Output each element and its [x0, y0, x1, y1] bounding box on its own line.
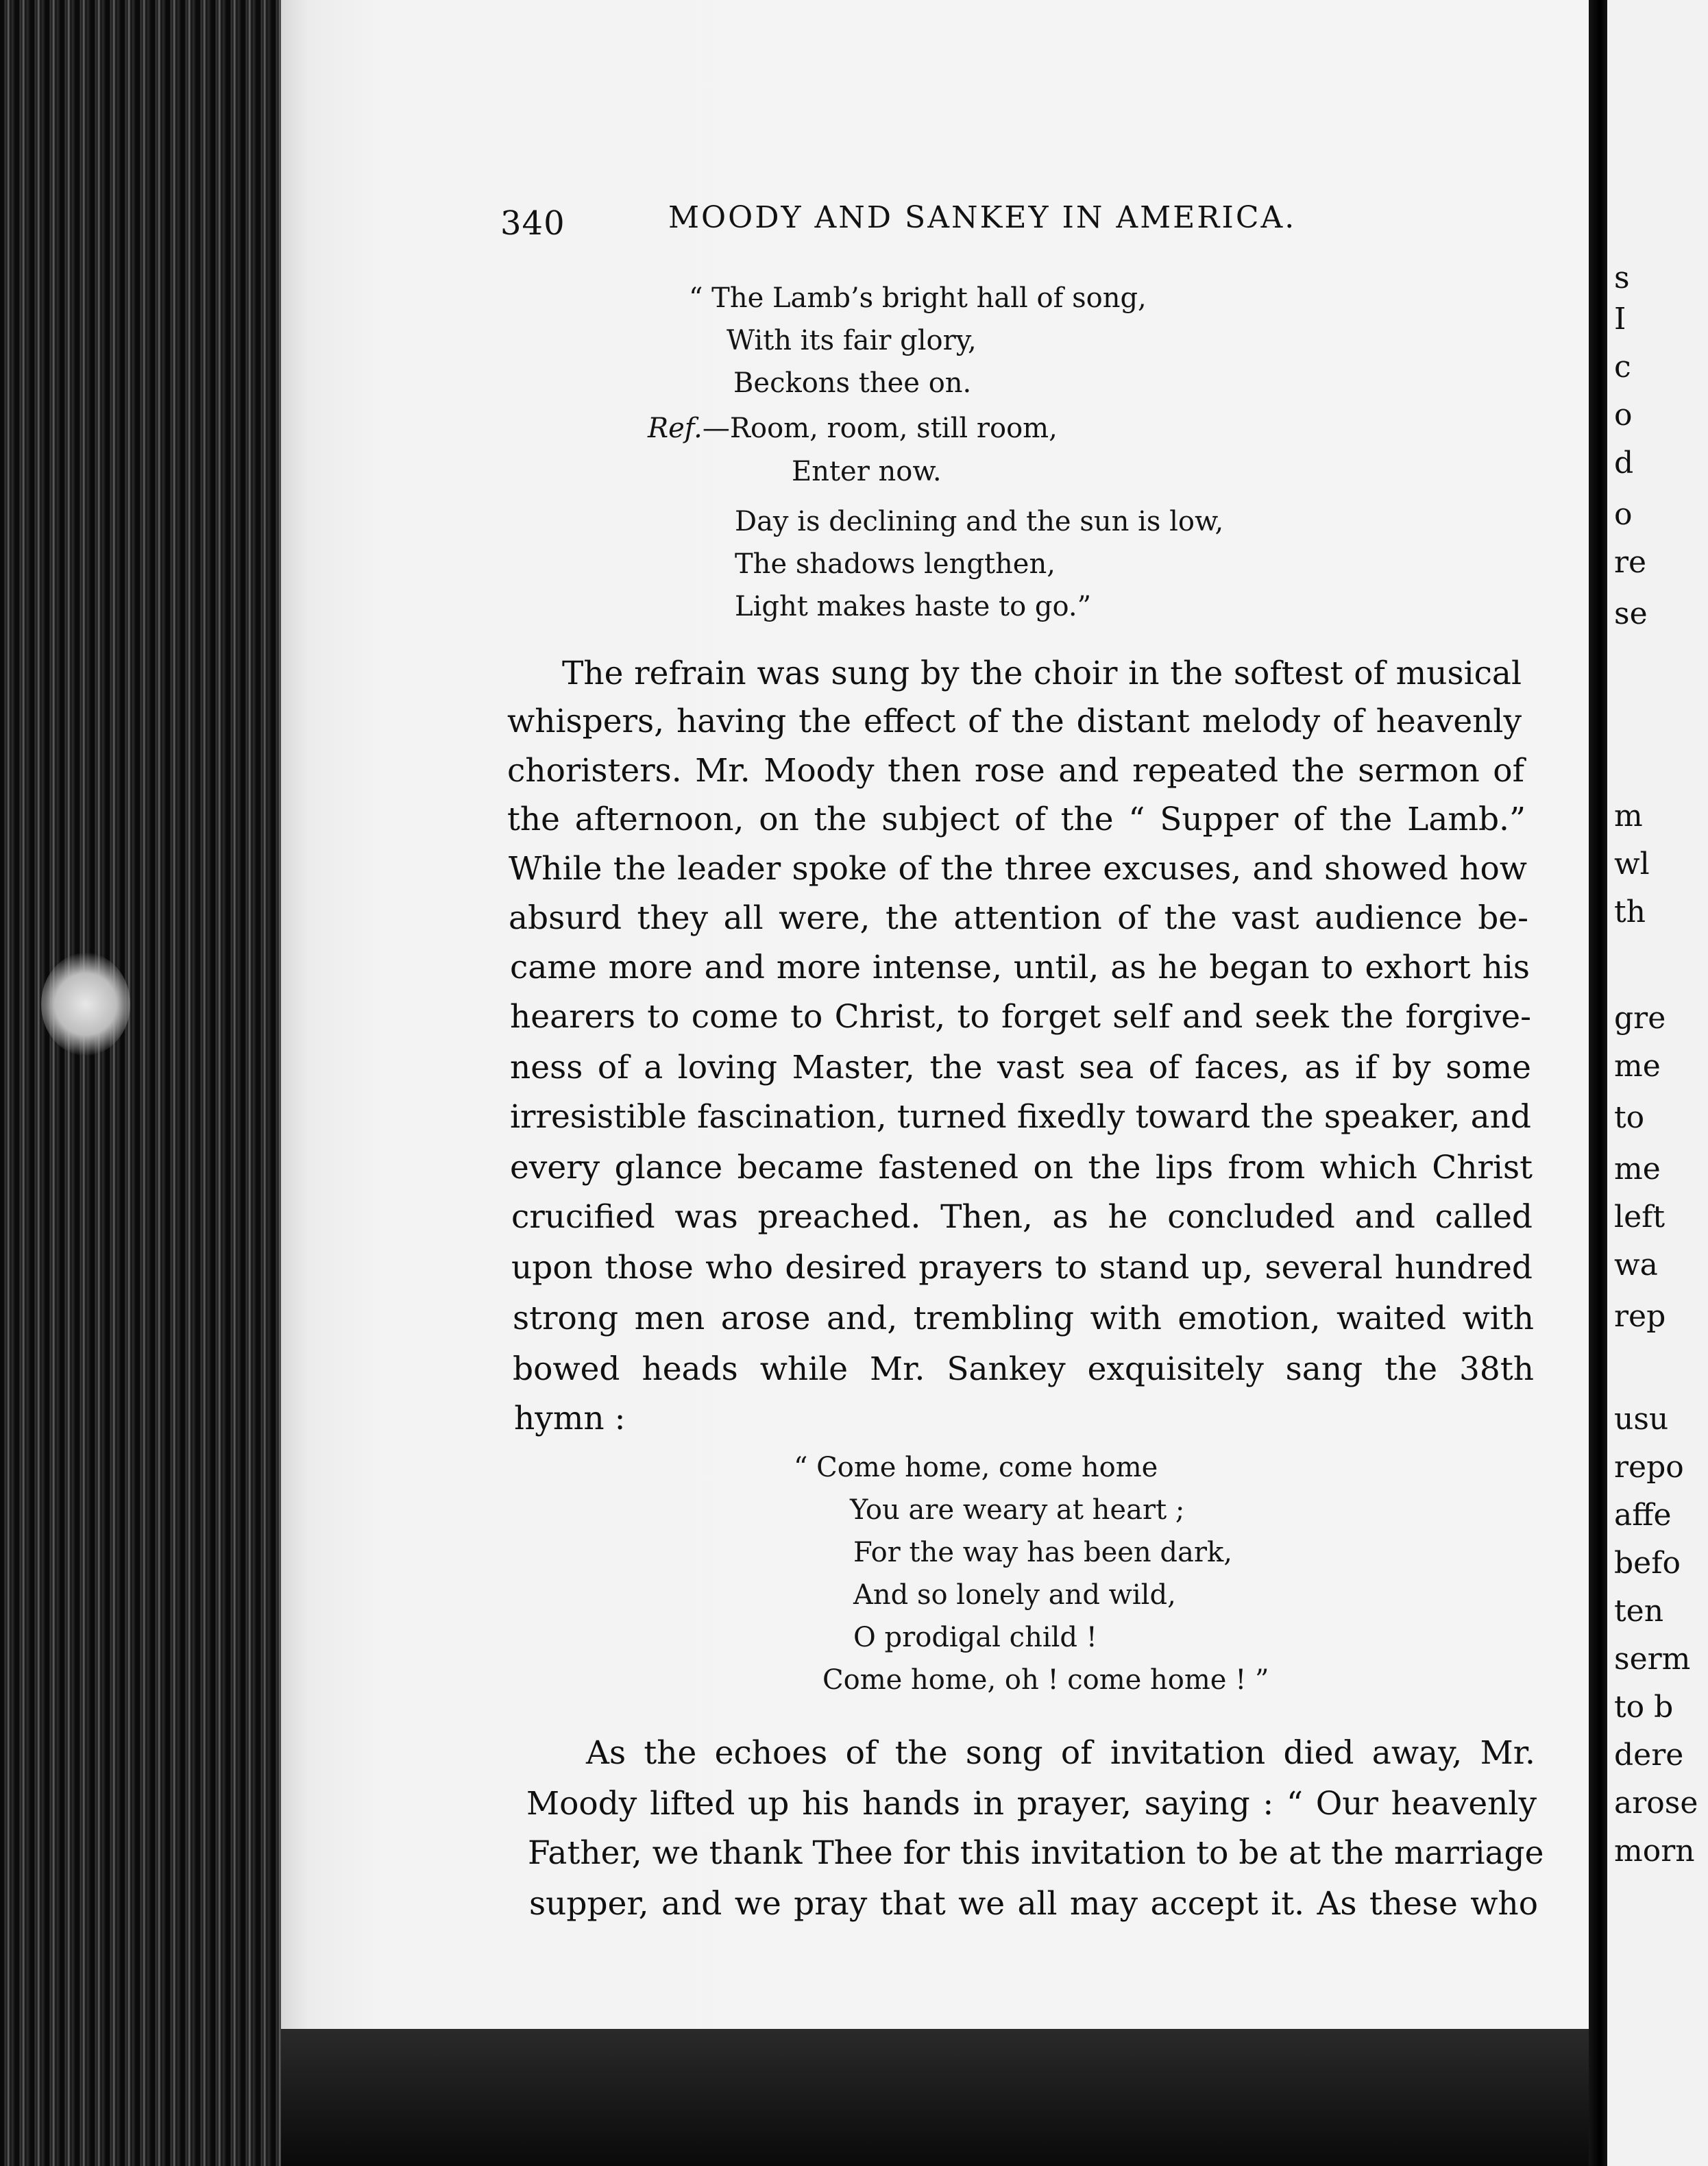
adjacent-fragment: arose: [1614, 1786, 1698, 1821]
verse-line: “ The Lamb’s bright hall of song,: [689, 282, 1147, 314]
hymn-line: You are weary at heart ;: [850, 1494, 1185, 1526]
adjacent-fragment: rep: [1614, 1299, 1666, 1334]
refrain-label: Ref.: [648, 413, 703, 444]
paragraph-line: As the echoes of the song of invitation died away, Mr.: [586, 1734, 1535, 1772]
adjacent-fragment: o: [1614, 398, 1633, 433]
paragraph-line: supper, and we pray that we all may accept it. As these who: [529, 1885, 1538, 1923]
adjacent-fragment: befo: [1614, 1546, 1681, 1581]
adjacent-page: [1607, 0, 1708, 2166]
paragraph-line: ness of a loving Master, the vast sea of faces, as if by some: [510, 1049, 1531, 1086]
paragraph-line: The refrain was sung by the choir in the softest of musical: [562, 655, 1522, 692]
verse-line: The shadows lengthen,: [735, 548, 1056, 580]
paper-smudge: [41, 953, 130, 1056]
adjacent-fragment: se: [1614, 596, 1648, 631]
adjacent-fragment: wa: [1614, 1248, 1658, 1282]
paragraph-line: hearers to come to Christ, to forget self and seek the forgive-: [510, 998, 1531, 1036]
book-page-edges: [0, 0, 288, 2166]
paragraph-line: came more and more intense, until, as he began to exhort his: [510, 949, 1530, 986]
hymn-line: Come home, oh ! come home ! ”: [822, 1664, 1269, 1696]
adjacent-fragment: me: [1614, 1049, 1661, 1084]
hymn-line: For the way has been dark,: [853, 1537, 1232, 1568]
adjacent-fragment: morn: [1614, 1834, 1695, 1869]
verse-line: Day is declining and the sun is low,: [735, 506, 1224, 537]
adjacent-fragment: usu: [1614, 1402, 1669, 1437]
paragraph-line: Father, we thank Thee for this invitation to be at the marriage: [528, 1834, 1544, 1872]
running-head: MOODY AND SANKEY IN AMERICA.: [668, 200, 1297, 235]
adjacent-fragment: s: [1614, 260, 1630, 295]
paragraph-line: every glance became fastened on the lips from which Christ: [510, 1149, 1533, 1187]
paragraph-line: crucified was preached. Then, as he concluded and called: [511, 1198, 1533, 1236]
adjacent-fragment: affe: [1614, 1498, 1672, 1533]
adjacent-fragment: to: [1614, 1100, 1645, 1135]
paragraph-line: choristers. Mr. Moody then rose and repeated the sermon of: [507, 752, 1524, 790]
adjacent-fragment: to b: [1614, 1690, 1674, 1725]
adjacent-fragment: m: [1614, 799, 1643, 833]
hymn-line: “ Come home, come home: [794, 1452, 1158, 1483]
paragraph-line: absurd they all were, the attention of the vast audience be-: [509, 899, 1528, 937]
refrain-text: —Room, room, still room,: [702, 413, 1058, 444]
paragraph-line: hymn :: [514, 1400, 626, 1437]
adjacent-fragment: c: [1614, 350, 1631, 385]
adjacent-fragment: ten: [1614, 1594, 1664, 1629]
paragraph-line: Moody lifted up his hands in prayer, saying : “ Our heavenly: [526, 1785, 1537, 1823]
adjacent-fragment: gre: [1614, 1001, 1666, 1036]
adjacent-fragment: I: [1614, 302, 1626, 337]
verse-line: Light makes haste to go.”: [735, 591, 1092, 622]
adjacent-fragment: o: [1614, 497, 1633, 532]
paragraph-line: the afternoon, on the subject of the “ Supper of the Lamb.”: [507, 801, 1526, 838]
adjacent-fragment: re: [1614, 545, 1647, 580]
paragraph-line: whispers, having the effect of the distant melody of heavenly: [507, 703, 1522, 740]
adjacent-fragment: d: [1614, 446, 1634, 480]
adjacent-fragment: me: [1614, 1152, 1661, 1187]
hymn-line: O prodigal child !: [853, 1622, 1097, 1653]
paragraph-line: irresistible fascination, turned fixedly toward the speaker, and: [510, 1098, 1531, 1136]
refrain-line: [648, 413, 1058, 444]
paragraph-line: While the leader spoke of the three excuses, and showed how: [509, 850, 1527, 888]
page-bottom-shadow: [281, 2029, 1600, 2166]
page-number: 340: [500, 204, 565, 243]
verse-line: With its fair glory,: [727, 325, 977, 356]
adjacent-fragment: dere: [1614, 1738, 1684, 1773]
verse-line: Beckons thee on.: [733, 367, 972, 399]
hymn-line: And so lonely and wild,: [853, 1579, 1176, 1611]
paragraph-line: strong men arose and, trembling with emotion, waited with: [513, 1300, 1534, 1337]
paragraph-line: upon those who desired prayers to stand up, several hundred: [511, 1249, 1533, 1287]
adjacent-fragment: serm: [1614, 1642, 1691, 1677]
adjacent-fragment: left: [1614, 1200, 1666, 1234]
paragraph-line: bowed heads while Mr. Sankey exquisitely sang the 38th: [513, 1350, 1534, 1388]
adjacent-fragment: wl: [1614, 847, 1650, 881]
adjacent-fragment: repo: [1614, 1450, 1684, 1485]
refrain-line: Enter now.: [792, 456, 942, 487]
adjacent-fragment: th: [1614, 895, 1646, 929]
